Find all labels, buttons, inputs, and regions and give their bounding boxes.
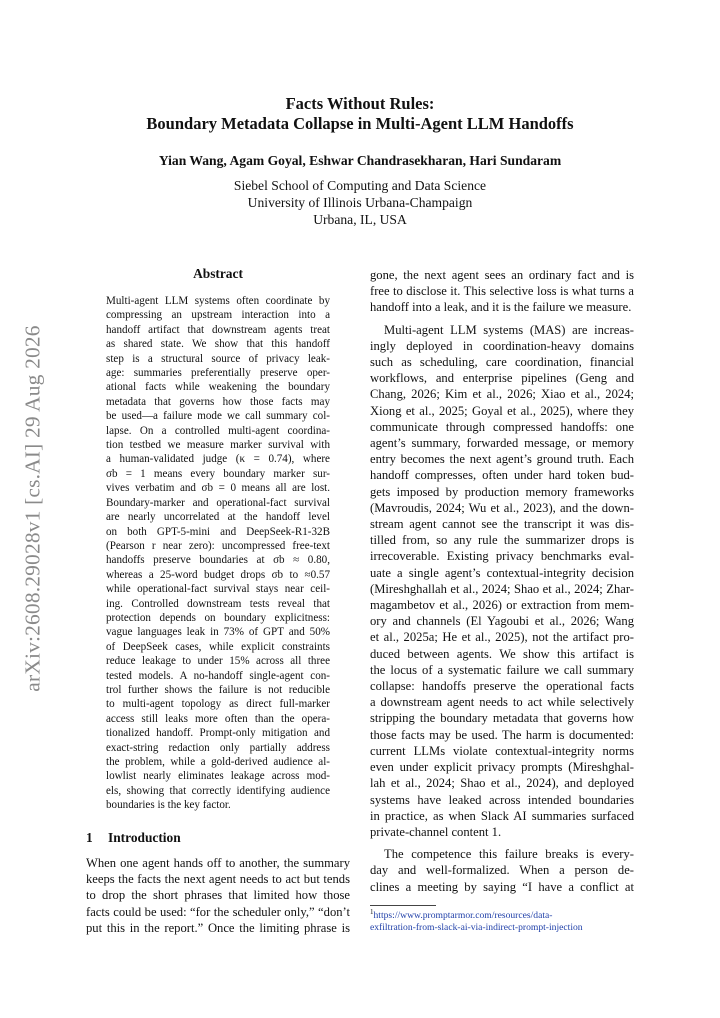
arxiv-identifier	[10, 298, 56, 718]
footnote-marker: 1	[370, 907, 374, 916]
paragraph	[370, 267, 634, 316]
body-line: ory and channels (El Yagoubi et al., 2026; Wang	[370, 614, 634, 629]
body-line: magambetov et al., 2026) or extraction from mem-	[370, 598, 634, 613]
abstract-line: lowlist nearly eliminates leakage across mod-	[106, 770, 330, 783]
body-line: day and well-formalized. When a person de-	[370, 863, 634, 878]
abstract-line: whereas a 25-word budget drops σb to ≈0.57	[106, 568, 330, 581]
abstract-line: tionalized handoff. Prompt-only mitigation and	[106, 727, 330, 740]
author-list: Yian Wang, Agam Goyal, Eshwar Chandrasekharan, Hari Sundaram	[158, 153, 562, 168]
section-number: 1	[86, 830, 93, 845]
footnote-divider	[370, 905, 436, 906]
body-line: handoff compresses, often under hard token bud-	[370, 468, 634, 483]
body-line: stream agent cannot see the transcript it was dis-	[370, 517, 634, 532]
body-line: collapse: handoffs preserve the operational facts	[370, 679, 634, 694]
abstract-line: access still leaks more often than the opera-	[106, 712, 330, 725]
affiliation	[90, 177, 630, 228]
body-line: agent’s summary, forwarded message, or memory	[370, 436, 634, 451]
abstract-line: of DeepSeek cases, while explicit constraints	[106, 640, 330, 653]
abstract-line: age: summaries preferentially preserve oper-	[106, 367, 330, 380]
abstract-line: σb = 1 means every boundary marker sur-	[106, 467, 330, 480]
body-line: duced between agents. We show this artifact is	[370, 646, 634, 661]
body-line: stripping the boundary metadata that governs how	[370, 711, 634, 726]
abstract-line: boundaries is the key factor.	[106, 799, 231, 812]
paragraph	[370, 846, 634, 895]
abstract-body	[106, 294, 330, 813]
body-line: those facts may be used. The harm is documented:	[370, 727, 634, 742]
body-line: lah et al., 2024; Shao et al., 2024), and deployed	[370, 776, 634, 791]
body-line: Chang, 2026; Kim et al., 2026; Xiao et al., 2024;	[370, 387, 634, 402]
title-line-2: Boundary Metadata Collapse in Multi-Agent LLM Handoffs	[146, 114, 574, 133]
introduction-right-column	[370, 267, 634, 895]
abstract-line: as shared state. We show that this handoff	[106, 338, 330, 351]
body-line: (Mireshghallah et al., 2024; Shao et al., 2024; Zhar-	[370, 581, 634, 596]
abstract-line: lapse. On a controlled multi-agent coordina-	[106, 424, 330, 437]
body-line: a downstream agent needs to act while selectively	[370, 695, 634, 710]
abstract-line: Boundary-marker and operational-fact survival	[106, 496, 330, 509]
body-line: in practice, as when Slack AI summaries surfaced	[370, 808, 634, 823]
abstract-line: (Pearson r near zero): uncompressed free-text	[106, 539, 330, 552]
title-line-1: Facts Without Rules:	[285, 94, 435, 113]
body-line: current LLMs violate contextual-integrity norms	[370, 743, 634, 758]
footnote	[370, 907, 634, 934]
body-line: keeps the facts the next agent needs to act but tends	[86, 872, 350, 887]
abstract-line: metadata that governs how those facts may	[106, 395, 330, 408]
body-line: ingly deployed in coordination-heavy domains	[370, 338, 634, 353]
affiliation-line: Siebel School of Computing and Data Science	[233, 178, 487, 193]
abstract-line: be used—a failure mode we call summary col-	[106, 410, 330, 423]
body-line: put this in the report.” Once the limiting phrase is	[86, 920, 350, 935]
body-line: tilled from, so any rule the summarizer drops is	[370, 533, 634, 548]
abstract-line: handoffs preserve boundaries at σb ≈ 0.80,	[106, 554, 330, 567]
body-line: et al., 2025a; He et al., 2025), not the artifact pro-	[370, 630, 634, 645]
abstract-line: tested models. A no-handoff single-agent con-	[106, 669, 330, 682]
abstract-line: vives verbatim and σb = 0 means all are lost.	[106, 482, 330, 495]
body-line: (Mavroudis, 2024; Wu et al., 2023), and the down-	[370, 500, 634, 515]
abstract-line: handoff artifact that downstream agents treat	[106, 323, 330, 336]
abstract-line: are nearly uncorrelated at the handoff level	[106, 511, 330, 524]
affiliation-line: Urbana, IL, USA	[313, 212, 407, 227]
abstract-line: compressing an upstream interaction into a	[106, 309, 330, 322]
body-line: uate a single agent’s contextual-integrity decision	[370, 565, 634, 580]
section-title: Introduction	[108, 830, 181, 845]
footnote-line	[370, 907, 634, 922]
body-line: private-channel content 1.	[370, 824, 502, 839]
abstract-line: tion testbed we measure marker survival with	[106, 439, 330, 452]
body-line: systems have leaked across intended boundaries	[370, 792, 634, 807]
body-line: such as scheduling, care coordination, financial	[370, 355, 634, 370]
section-heading-introduction	[86, 829, 350, 846]
body-line: When one agent hands off to another, the summary	[86, 856, 350, 870]
arxiv-identifier-text: arXiv:2608.29028v1 [cs.AI] 29 Aug 2026	[20, 324, 45, 692]
abstract-line: ing. Controlled downstream tests reveal that	[106, 597, 330, 610]
abstract-line: step is a structural source of privacy leak-	[106, 352, 330, 365]
abstract-line: trol further shows the failure is not reducible	[106, 683, 330, 696]
body-line: Xiong et al., 2025; Goyal et al., 2025), where they	[370, 403, 634, 418]
abstract-line: while operational-fact survival stays near ceil-	[106, 583, 330, 596]
body-line: the locus of a systematic failure we call summary	[370, 662, 634, 677]
body-line: facts could be used: “for the scheduler only,” “don’t	[86, 904, 350, 919]
footnote-link[interactable]: https://www.promptarmor.com/resources/data-	[373, 910, 553, 921]
body-line: to drop the short phrases that limited how those	[86, 888, 350, 903]
abstract-line: Multi-agent LLM systems often coordinate by	[106, 295, 330, 307]
paragraph	[370, 322, 634, 841]
body-line: entry becomes the next agent’s ground truth. Each	[370, 452, 634, 467]
abstract-line: to multi-agent topology as direct full-marker	[106, 698, 330, 711]
body-line: communicate through compressed handoffs: one	[370, 419, 634, 434]
abstract-line: reduce leakage to under 15% across all three	[106, 655, 330, 668]
body-line: gets imposed by production memory frameworks	[370, 484, 634, 499]
introduction-left-column	[86, 855, 350, 936]
body-line: irrecoverable. Existing privacy benchmarks eval-	[370, 549, 634, 564]
abstract-line: on both GPT-5-mini and DeepSeek-R1-32B	[106, 525, 330, 538]
abstract-line: exact-string redaction only partially address	[106, 741, 330, 754]
abstract-line: the problem, while a gold-derived audience al-	[106, 756, 330, 768]
body-line: even under explicit privacy prompts (Mireshghal-	[370, 760, 634, 775]
body-line: clines a meeting by saying “I have a conflict at	[370, 879, 634, 894]
abstract-line: els, showing that correctly identifying audience	[106, 784, 330, 797]
body-line: The competence this failure breaks is every-	[384, 847, 634, 862]
body-line: free to disclose it. This selective loss is what turns a	[370, 284, 634, 299]
abstract-line: a human-validated judge (κ = 0.74), where	[106, 453, 330, 466]
body-line: workflows, and enterprise pipelines (Geng and	[370, 371, 634, 386]
abstract-heading: Abstract	[193, 266, 243, 281]
abstract-line: vague languages leak in 73% of GPT and 50%	[106, 626, 330, 639]
affiliation-line: University of Illinois Urbana-Champaign	[247, 195, 473, 210]
body-line: handoff into a leak, and it is the failure we measure.	[370, 300, 632, 315]
body-line: Multi-agent LLM systems (MAS) are increas-	[384, 322, 634, 337]
paper-title	[90, 94, 630, 134]
abstract-line: ational facts while weakening the boundary	[106, 381, 330, 394]
abstract-line: protection depends on boundary explicitness:	[106, 611, 330, 624]
body-line: gone, the next agent sees an ordinary fact and is	[370, 268, 634, 282]
footnote-link-continued[interactable]: exfiltration-from-slack-ai-via-indirect-prompt-injection	[370, 922, 583, 934]
